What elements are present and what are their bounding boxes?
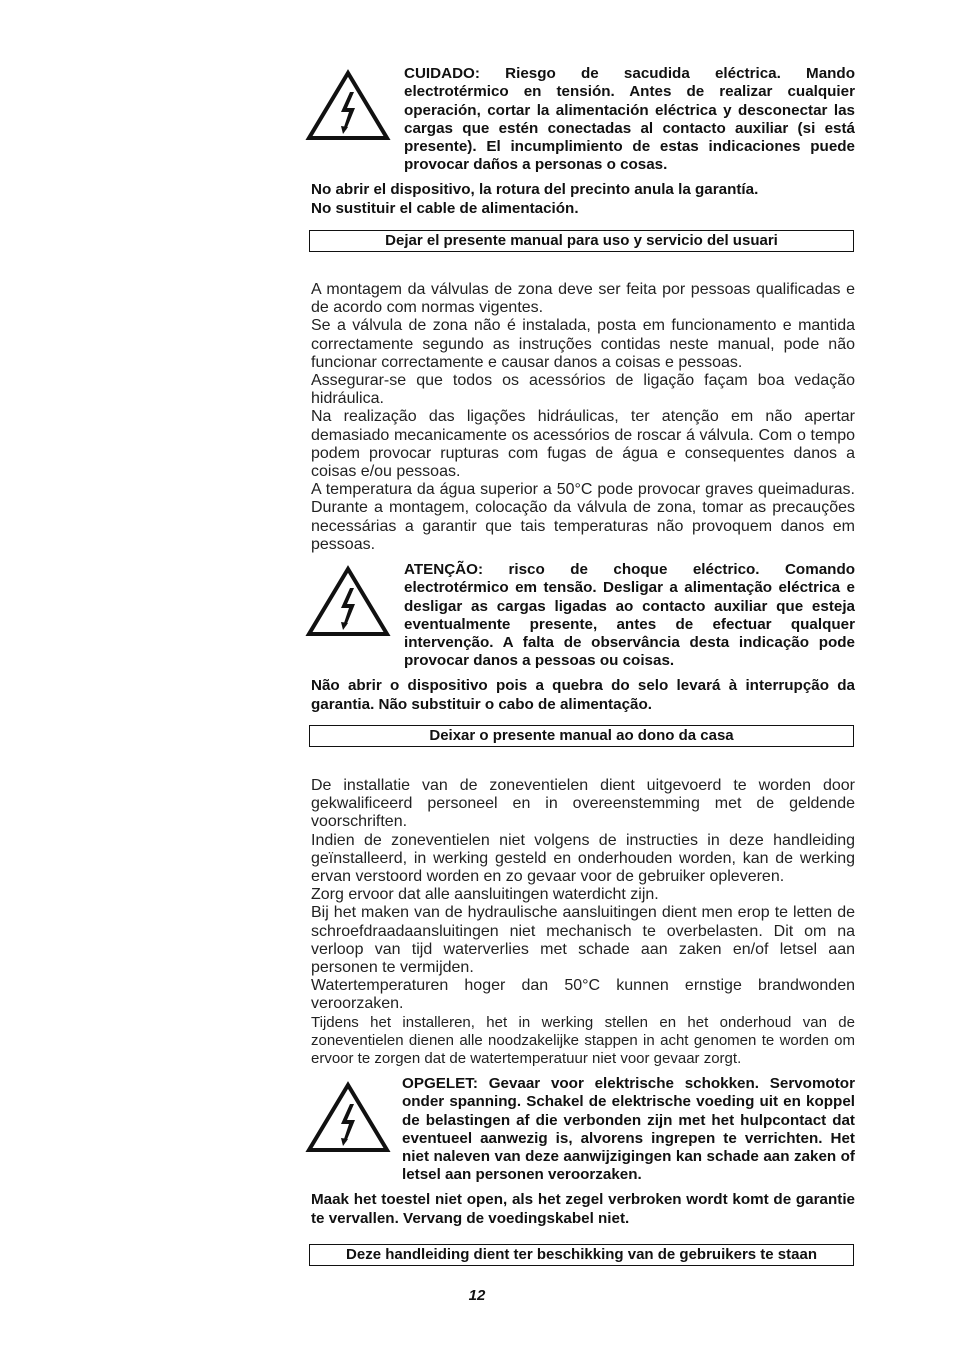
page-number: 12 (468, 1287, 486, 1304)
installation-paragraphs (311, 777, 855, 1068)
paragraph: A montagem da válvulas de zona deve ser feita por pessoas qualificadas e de acordo com normas vigentes. (311, 281, 855, 317)
warning-body: Riesgo de sacudida eléctrica. Mando electrotérmico en tensión. Antes de realizar cualquier operación, cortar la alimentación eléctrica y desconectar las cargas que estén conectadas al contacto auxiliar (si está presente). El incumplimiento de estas indicaciones puede provocar daños a personas o cosas. (404, 65, 855, 174)
manual-notice-box: Deze handleiding dient ter beschikking van de gebruikers te staan (309, 1244, 854, 1266)
safety-note: Maak het toestel niet open, als het zegel verbroken wordt komt de garantie te vervallen. Vervang de voedingskabel niet. (311, 1191, 855, 1227)
electric-shock-warning-icon (305, 1080, 391, 1154)
paragraph: Tijdens het installeren, het in werking stellen en het onderhoud van de zoneventielen dienen alle noodzakelijke stappen in acht genomen te worden om ervoor te zorgen dat de watertemperatuur niet voor gevaar zorgt. (311, 1013, 855, 1068)
paragraph: A temperatura da água superior a 50°C pode provocar graves queimaduras. Durante a montagem, colocação da válvula de zona, tomar as precauções necessárias a garantir que tais temperaturas não provoquem danos em pessoas. (311, 481, 855, 553)
warning-body: risco de choque eléctrico. Comando electrotérmico em tensão. Desligar a alimentação eléctrica e desligar as cargas ligadas ao contacto auxiliar que esteja eventualmente presente, antes de efectuar qualquer intervenção. A falta de observância desta indicação pode provocar danos a pessoas ou coisas. (404, 561, 855, 670)
paragraph: Na realização das ligações hidráulicas, ter atenção em não apertar demasiado mecanicamente os acessórios de roscar á válvula. Com o tempo podem provocar rupturas com fugas de água e consequentes danos a coisas e/ou pessoas. (311, 408, 855, 481)
electric-shock-warning-icon (305, 564, 391, 638)
warning-lead: ATENÇÃO: (404, 561, 484, 578)
paragraph: De installatie van de zoneventielen dient uitgevoerd te worden door gekwalificeerd personeel en in overeenstemming met de geldende voorschriften. (311, 777, 855, 831)
warning-lead: CUIDADO: (404, 65, 480, 82)
manual-notice-box: Dejar el presente manual para uso y servicio del usuari (309, 230, 854, 252)
electric-shock-warning-icon (305, 68, 391, 142)
installation-paragraphs (311, 281, 855, 554)
safety-note: No abrir el dispositivo, la rotura del precinto anula la garantía. No sustituir el cable de alimentación. (311, 181, 759, 217)
paragraph: Zorg ervoor dat alle aansluitingen waterdicht zijn. (311, 886, 659, 904)
warning-text (402, 1075, 855, 1185)
warning-text (404, 561, 855, 671)
paragraph: Se a válvula de zona não é instalada, posta em funcionamento e mantida correctamente segundo as instruções contidas neste manual, pode não funcionar correctamente e causar danos a coisas e pessoas. (311, 317, 855, 371)
warning-lead: OPGELET: (402, 1075, 478, 1092)
warning-text (404, 65, 855, 175)
paragraph: Assegurar-se que todos os acessórios de ligação façam boa vedação hidráulica. (311, 372, 855, 408)
paragraph: Bij het maken van de hydraulische aansluitingen dient men erop te letten de schroefdraadaansluitingen niet mechanisch te overbelasten. Dit om na verloop van tijd waterverlies met schade aan zaken en/of letsel aan personen te vermijden. (311, 904, 855, 977)
warning-body: Gevaar voor elektrische schokken. Servomotor onder spanning. Schakel de elektrische voeding uit en koppel de belastingen af die verbonden zijn met het hulpcontact dat eventueel aanwezig is, alvorens ingrepen te verrichten. Het niet naleven van deze aanwijzigingen kan schade aan zaken of letsel aan personen veroorzaken. (402, 1075, 855, 1184)
paragraph: Indien de zoneventielen niet volgens de instructies in deze handleiding geïnstalleerd, in werking gesteld en onderhouden worden, kan de werking ervan verstoord worden en zo gevaar voor de gebruiker opleveren. (311, 831, 855, 886)
manual-notice-box: Deixar o presente manual ao dono da casa (309, 725, 854, 747)
paragraph: Watertemperaturen hoger dan 50°C kunnen ernstige brandwonden veroorzaken. (311, 977, 855, 1013)
safety-note: Não abrir o dispositivo pois a quebra do selo levará à interrupção da garantia. Não substituir o cabo de alimentação. (311, 677, 855, 713)
